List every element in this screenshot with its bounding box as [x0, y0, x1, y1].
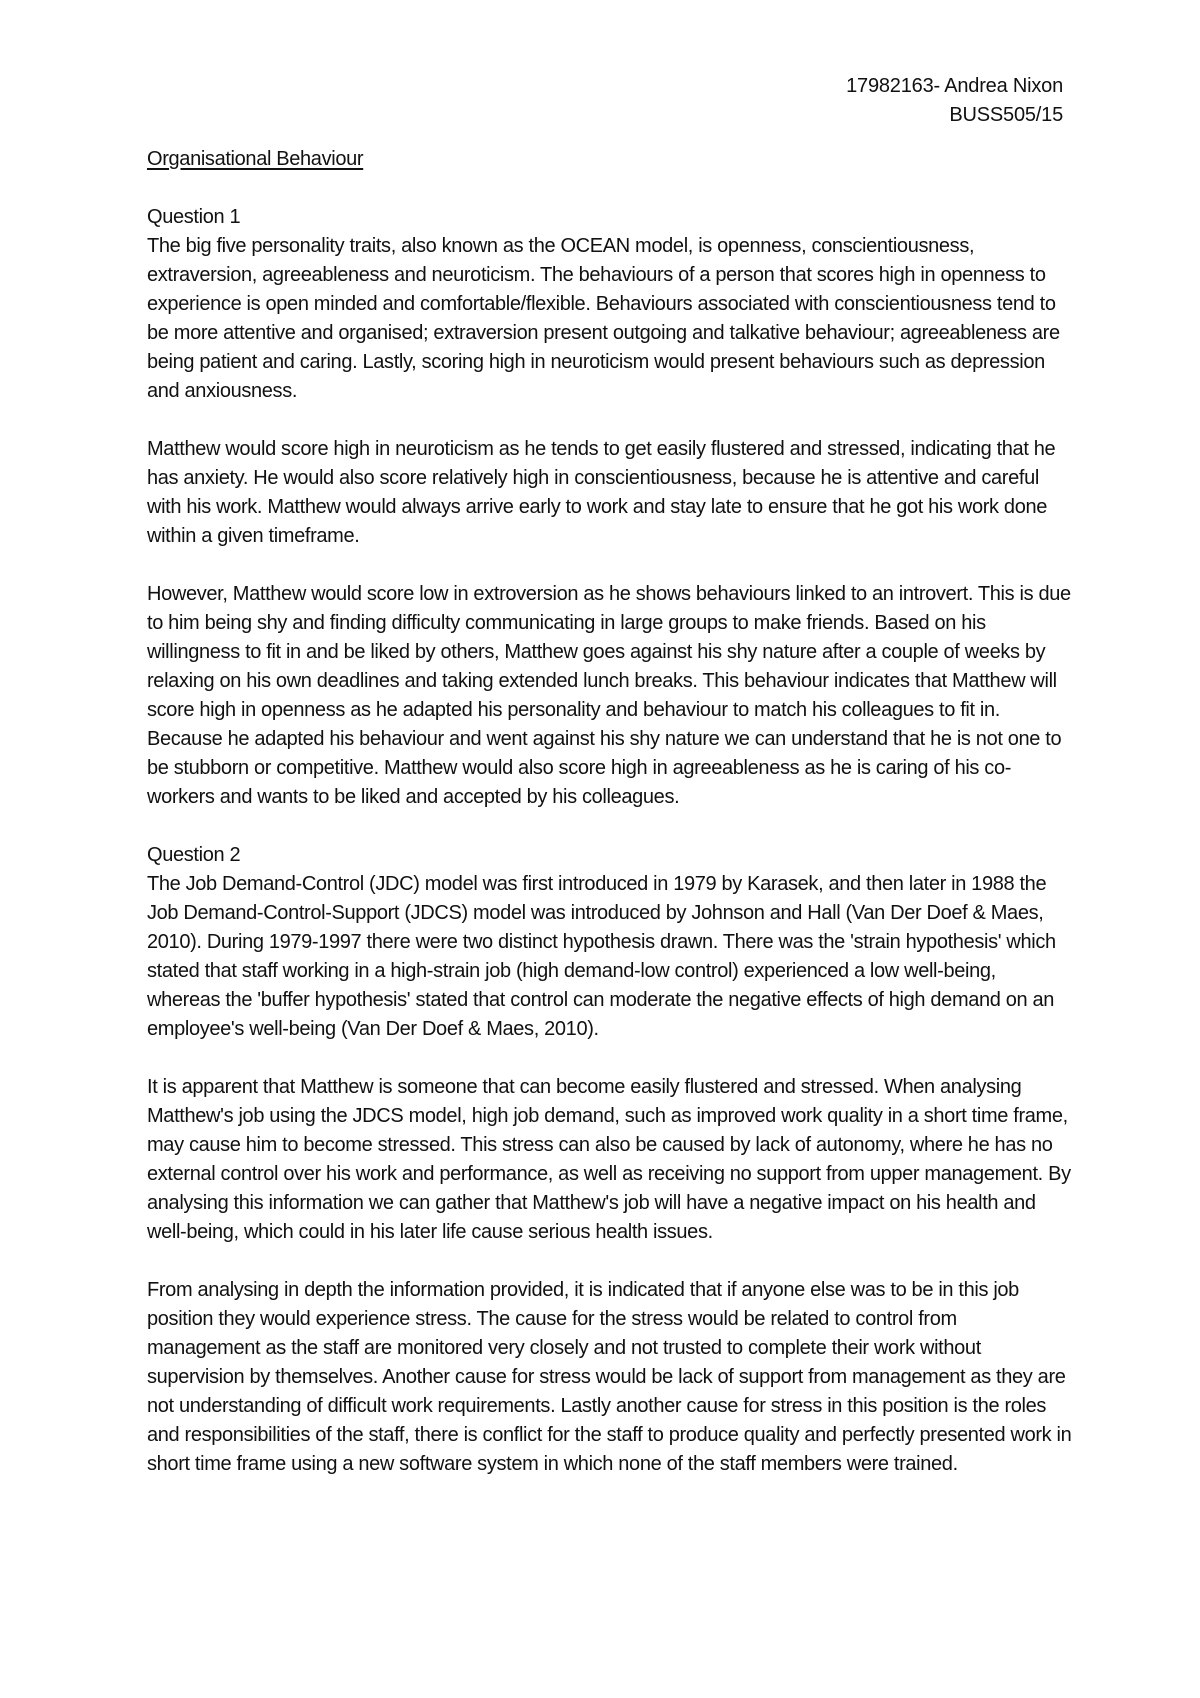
student-name-line: 17982163- Andrea Nixon — [846, 75, 1063, 97]
question-2-paragraph-2: It is apparent that Matthew is someone that can become easily flustered and stressed. When analysing Matthew's job using the JDCS model, high job demand, such as improved work quality in a short time frame, may cause him to become stressed. This stress can also be caused by lack of autonomy, where he has no external control over his work and performance, as well as receiving no support from upper management. By analysing this information we can gather that Matthew's job will have a negative impact on his health and well-being, which could in his later life cause serious health issues. — [147, 1076, 1071, 1243]
question-2-paragraph-1: The Job Demand-Control (JDC) model was first introduced in 1979 by Karasek, and then later in 1988 the Job Demand-Control-Support (JDCS) model was introduced by Johnson and Hall (Van Der Doef & Maes, 2010). During 1979-1997 there were two distinct hypothesis drawn. There was the 'strain hypothesis' which stated that staff working in a high-strain job (high demand-low control) experienced a low well-being, whereas the 'buffer hypothesis' stated that control can moderate the negative effects of high demand on an employee's well-being (Van Der Doef & Maes, 2010). — [147, 873, 1056, 1040]
question-1-section — [147, 203, 1072, 812]
question-2-heading: Question 2 — [147, 844, 241, 866]
document-body — [147, 145, 1072, 1508]
document-title: Organisational Behaviour — [147, 148, 364, 170]
question-1-paragraph-1: The big five personality traits, also known as the OCEAN model, is openness, conscientiousness, extraversion, agreeableness and neuroticism. The behaviours of a person that scores high in openness to experience is open minded and comfortable/flexible. Behaviours associated with conscientiousness tend to be more attentive and organised; extraversion present outgoing and talkative behaviour; agreeableness are being patient and caring. Lastly, scoring high in neuroticism would present behaviours such as depression and anxiousness. — [147, 235, 1060, 402]
question-1-paragraph-3: However, Matthew would score low in extroversion as he shows behaviours linked to an introvert. This is due to him being shy and finding difficulty communicating in large groups to make friends. Based on his willingness to fit in and be liked by others, Matthew goes against his shy nature after a couple of weeks by relaxing on his own deadlines and taking extended lunch breaks. This behaviour indicates that Matthew will score high in openness as he adapted his personality and behaviour to match his colleagues to fit in. Because he adapted his behaviour and went against his shy nature we can understand that he is not one to be stubborn or competitive. Matthew would also score high in agreeableness as he is caring of his co-workers and wants to be liked and accepted by his colleagues. — [147, 583, 1071, 808]
question-1-paragraph-2: Matthew would score high in neuroticism as he tends to get easily flustered and stressed, indicating that he has anxiety. He would also score relatively high in conscientiousness, because he is attentive and careful with his work. Matthew would always arrive early to work and stay late to ensure that he got his work done within a given timeframe. — [147, 438, 1056, 547]
question-2-section — [147, 841, 1072, 1479]
question-1-heading: Question 1 — [147, 206, 241, 228]
question-2-paragraph-3: From analysing in depth the information provided, it is indicated that if anyone else was to be in this job position they would experience stress. The cause for the stress would be related to control from management as the staff are monitored very closely and not trusted to complete their work without supervision by themselves. Another cause for stress would be lack of support from management as they are not understanding of difficult work requirements. Lastly another cause for stress in this position is the roles and responsibilities of the staff, there is conflict for the staff to produce quality and perfectly presented work in short time frame using a new software system in which none of the staff members were trained. — [147, 1279, 1072, 1475]
course-code: BUSS505/15 — [949, 104, 1063, 126]
page-header — [846, 72, 1063, 130]
